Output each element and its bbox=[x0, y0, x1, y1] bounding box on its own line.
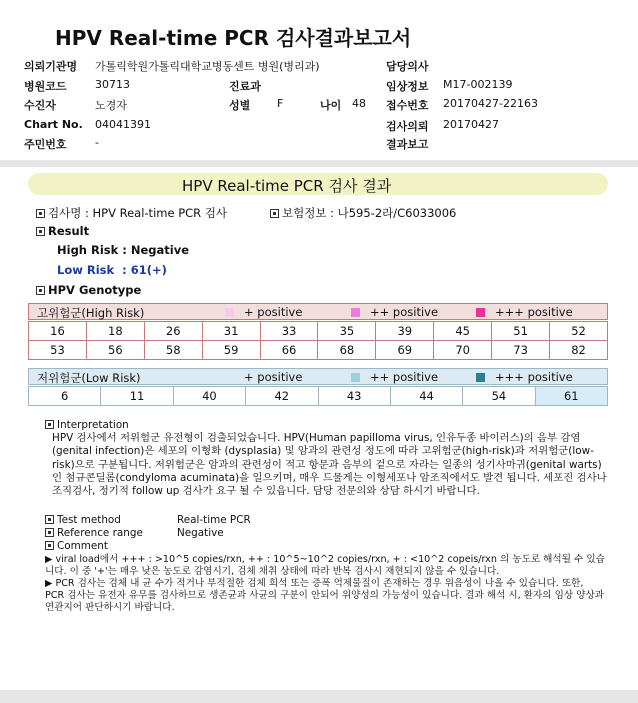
interpretation-text: HPV 검사에서 저위험군 유전형이 검출되었습니다. HPV(Human papilloma virus, 인유두종 바이러스)의 음부 감염(genital infection)은 세포의 이형화 (dysplasia) 및 암과의 관련성 정도에 따라 고위험군(high-risk)과 저위험군(low-risk)으로 구분됩니다. 저위험군은 암과의 관련성이 적고 항문과 음부의 겉으로 자라는 일종의 성기사마귀(genital warts)인 첨규콘딜롬(condyloma acuminata)을 일으키며, 매우 드물게는 이형세포나 암조직에서도 발견 됩니다. 세포진 검사나 조직검사, 정기적 follow up 검사가 요구 될 수 있읍니다. 담당 전문의와 상담 하시기 바랍니다. bbox=[52, 432, 607, 498]
reference-range-label: Reference range bbox=[57, 527, 143, 539]
bullet-icon bbox=[36, 209, 45, 218]
genotype-cell: 52 bbox=[550, 322, 608, 341]
request-date-value: 20170427 bbox=[443, 118, 499, 131]
result-heading: Result bbox=[48, 224, 90, 238]
footer-divider bbox=[0, 690, 638, 703]
id-number-value: - bbox=[95, 136, 99, 149]
reference-range-value: Negative bbox=[177, 527, 224, 539]
comment-item-1 bbox=[45, 554, 605, 578]
genotype-cell: 26 bbox=[144, 322, 202, 341]
id-number-label: 주민번호 bbox=[24, 138, 67, 151]
reference-range-line bbox=[45, 527, 143, 540]
legend-high-plus: + positive bbox=[225, 305, 302, 319]
high-risk-result: High Risk : Negative bbox=[57, 243, 190, 257]
legend-swatch bbox=[476, 373, 485, 382]
table-row bbox=[29, 341, 608, 360]
request-date-label: 검사의뢰 bbox=[386, 120, 429, 133]
genotype-cell: 39 bbox=[376, 322, 434, 341]
genotype-cell: 6 bbox=[29, 387, 101, 406]
report-header bbox=[0, 0, 638, 160]
comment-heading: Comment bbox=[57, 540, 108, 552]
header-divider bbox=[0, 160, 638, 167]
genotype-cell: 54 bbox=[463, 387, 535, 406]
table-row bbox=[29, 387, 608, 406]
results-banner-title: HPV Real-time PCR 검사 결과 bbox=[182, 177, 392, 195]
clinical-info-value: M17-002139 bbox=[443, 78, 513, 91]
arrow-icon: ▶ bbox=[45, 554, 53, 565]
legend-swatch bbox=[351, 308, 360, 317]
dept-label: 진료과 bbox=[229, 80, 261, 93]
table-row bbox=[29, 322, 608, 341]
comment-text-1: viral load에서 +++ : >10^5 copies/rxn, ++ : 10^5~10^2 copies/rxn, + : <10^2 copeis/rxn 의 농도로 해석될 수 있습니다. 이 중 '+'는 매우 낮은 농도로 감염시기, 검체 채취 상태에 따라 반복 검사시 재현되지 않을 수 있습니다. bbox=[45, 554, 605, 577]
test-name: 검사명 : HPV Real-time PCR 검사 bbox=[48, 206, 228, 220]
age-label: 나이 bbox=[320, 99, 342, 112]
genotype-cell: 70 bbox=[434, 341, 492, 360]
high-risk-table bbox=[28, 321, 608, 360]
high-risk-header bbox=[28, 303, 608, 320]
low-risk-table bbox=[28, 386, 608, 406]
genotype-heading: HPV Genotype bbox=[48, 283, 142, 297]
genotype-cell: 42 bbox=[246, 387, 318, 406]
legend-high-plusplus: ++ positive bbox=[351, 305, 438, 319]
bullet-icon bbox=[36, 286, 45, 295]
genotype-cell: 18 bbox=[86, 322, 144, 341]
receipt-no-label: 접수번호 bbox=[386, 99, 429, 112]
chart-no-value: 04041391 bbox=[95, 118, 151, 131]
test-method-label: Test method bbox=[57, 514, 121, 526]
genotype-cell: 53 bbox=[29, 341, 87, 360]
report-date-label: 결과보고 bbox=[386, 138, 429, 151]
genotype-cell: 40 bbox=[173, 387, 245, 406]
genotype-cell: 16 bbox=[29, 322, 87, 341]
genotype-cell: 31 bbox=[202, 322, 260, 341]
receipt-no-value: 20170427-22163 bbox=[443, 97, 538, 110]
report-title: HPV Real-time PCR 검사결과보고서 bbox=[55, 26, 412, 50]
insurance-info: 보험정보 : 나595-2라/C6033006 bbox=[282, 206, 457, 220]
sex-label: 성별 bbox=[229, 99, 251, 112]
genotype-cell-positive: 61 bbox=[535, 387, 607, 406]
genotype-cell: 35 bbox=[318, 322, 376, 341]
institution-field bbox=[24, 58, 77, 74]
sex-value: F bbox=[277, 97, 284, 110]
legend-high-plusplusplus: +++ positive bbox=[476, 305, 573, 319]
interpretation-heading: Interpretation bbox=[57, 419, 129, 431]
institution-value: 가톨릭학원가톨릭대학교병동센트 병원(병리과) bbox=[95, 60, 320, 73]
chart-no-label: Chart No. bbox=[24, 118, 83, 131]
genotype-cell: 56 bbox=[86, 341, 144, 360]
clinical-info-label: 임상정보 bbox=[386, 80, 429, 93]
genotype-heading-line bbox=[36, 283, 141, 297]
legend-swatch bbox=[225, 373, 234, 382]
low-risk-header bbox=[28, 368, 608, 385]
genotype-cell: 59 bbox=[202, 341, 260, 360]
bullet-icon bbox=[36, 227, 45, 236]
genotype-cell: 43 bbox=[318, 387, 390, 406]
legend-swatch bbox=[351, 373, 360, 382]
high-risk-label: 고위험군(High Risk) bbox=[37, 306, 145, 320]
genotype-cell: 82 bbox=[550, 341, 608, 360]
genotype-cell: 44 bbox=[390, 387, 462, 406]
legend-low-plusplus: ++ positive bbox=[351, 370, 438, 384]
result-heading-line bbox=[36, 224, 89, 238]
age-value: 48 bbox=[352, 97, 366, 110]
test-method-value: Real-time PCR bbox=[177, 514, 251, 526]
arrow-icon: ▶ bbox=[45, 578, 53, 589]
legend-low-plusplusplus: +++ positive bbox=[476, 370, 573, 384]
doctor-label: 담당의사 bbox=[386, 60, 429, 73]
genotype-cell: 11 bbox=[101, 387, 173, 406]
bullet-icon bbox=[45, 515, 54, 524]
bullet-icon bbox=[45, 541, 54, 550]
genotype-cell: 73 bbox=[492, 341, 550, 360]
genotype-cell: 69 bbox=[376, 341, 434, 360]
interpretation-heading-line bbox=[45, 419, 129, 432]
institution-label: 의뢰기관명 bbox=[24, 60, 78, 73]
hospital-code-value: 30713 bbox=[95, 78, 130, 91]
test-name-line bbox=[36, 205, 227, 221]
genotype-cell: 45 bbox=[434, 322, 492, 341]
results-banner bbox=[28, 173, 608, 195]
bullet-icon bbox=[45, 420, 54, 429]
hospital-code-label: 병원코드 bbox=[24, 80, 67, 93]
insurance-line bbox=[270, 205, 456, 221]
test-method-line bbox=[45, 514, 121, 527]
legend-swatch bbox=[225, 308, 234, 317]
bullet-icon bbox=[45, 528, 54, 537]
comment-item-2 bbox=[45, 578, 605, 614]
genotype-cell: 51 bbox=[492, 322, 550, 341]
collector-label: 수진자 bbox=[24, 99, 56, 112]
comment-heading-line bbox=[45, 540, 108, 553]
legend-low-plus: + positive bbox=[225, 370, 302, 384]
genotype-cell: 33 bbox=[260, 322, 318, 341]
genotype-cell: 68 bbox=[318, 341, 376, 360]
low-risk-label: 저위험군(Low Risk) bbox=[37, 371, 141, 385]
low-risk-result: Low Risk : 61(+) bbox=[57, 263, 167, 277]
genotype-cell: 58 bbox=[144, 341, 202, 360]
bullet-icon bbox=[270, 209, 279, 218]
genotype-cell: 66 bbox=[260, 341, 318, 360]
collector-value: 노경자 bbox=[95, 99, 127, 112]
legend-swatch bbox=[476, 308, 485, 317]
comment-text-2: PCR 검사는 검체 내 균 수가 적거나 부적절한 검체 희석 또는 증폭 억제물질이 존재하는 경우 위음성이 나올 수 있습니다. 또한, PCR 검사는 유전자 유무를 검사하므로 생존균과 사균의 구분이 안되어 위양성의 가능성이 있습니다. 결과 해석 시, 환자의 임상 양상과 연관지어 판단하시기 바랍니다. bbox=[45, 578, 605, 613]
